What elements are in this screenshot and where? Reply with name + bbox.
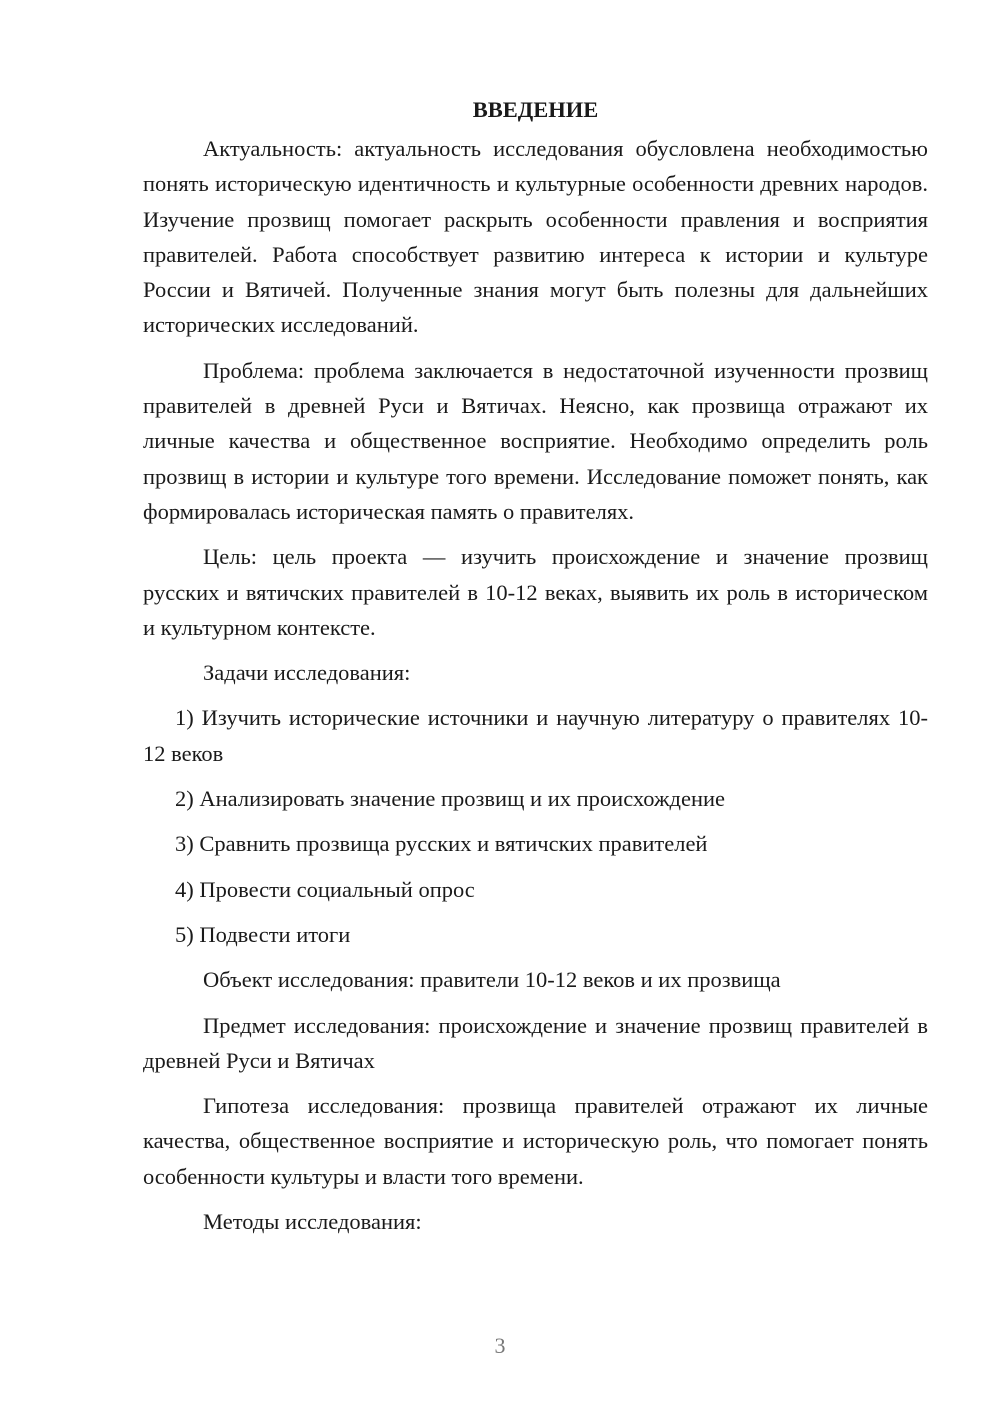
task-item: 2) Анализировать значение прозвищ и их происхождение bbox=[175, 786, 726, 812]
problem-paragraph: Проблема: проблема заключается в недостаточной изученности прозвищ правителей в древней Руси и Вятичах. Неясно, как прозвища отражают их личные качества и общественное восприятие. Необходимо определить роль прозвищ в истории и культуре того времени. Исследование поможет понять, как формировалась историческая память о правителях. bbox=[143, 357, 928, 524]
task-item: 4) Провести социальный опрос bbox=[175, 876, 475, 902]
tasks-list bbox=[143, 700, 928, 952]
object-paragraph: Объект исследования: правители 10-12 веков и их прозвища bbox=[203, 967, 781, 993]
hypothesis-paragraph: Гипотеза исследования: прозвища правителей отражают их личные качества, общественное восприятие и историческую роль, что помогает понять особенности культуры и власти того времени. bbox=[143, 1093, 928, 1189]
document-page bbox=[143, 92, 928, 1249]
section-title: ВВЕДЕНИЕ bbox=[472, 97, 599, 122]
tasks-heading: Задачи исследования: bbox=[203, 660, 411, 686]
methods-heading: Методы исследования: bbox=[203, 1209, 422, 1235]
goal-paragraph: Цель: цель проекта — изучить происхождение и значение прозвищ русских и вятичских правителей в 10-12 веках, выявить их роль в историческом и культурном контексте. bbox=[143, 544, 928, 640]
task-item: 1) Изучить исторические источники и научную литературу о правителях 10-12 веков bbox=[143, 705, 928, 766]
task-item: 5) Подвести итоги bbox=[175, 921, 351, 947]
task-item: 3) Сравнить прозвища русских и вятичских правителей bbox=[175, 831, 708, 857]
subject-paragraph: Предмет исследования: происхождение и значение прозвищ правителей в древней Руси и Вятичах bbox=[143, 1012, 928, 1073]
relevance-paragraph: Актуальность: актуальность исследования обусловлена необходимостью понять историческую идентичность и культурные особенности древних народов. Изучение прозвищ помогает раскрыть особенности правления и восприятия правителей. Работа способствует развитию интереса к истории и культуре России и Вятичей. Полученные знания могут быть полезны для дальнейших исторических исследований. bbox=[143, 136, 928, 338]
page-number: 3 bbox=[494, 1333, 506, 1358]
